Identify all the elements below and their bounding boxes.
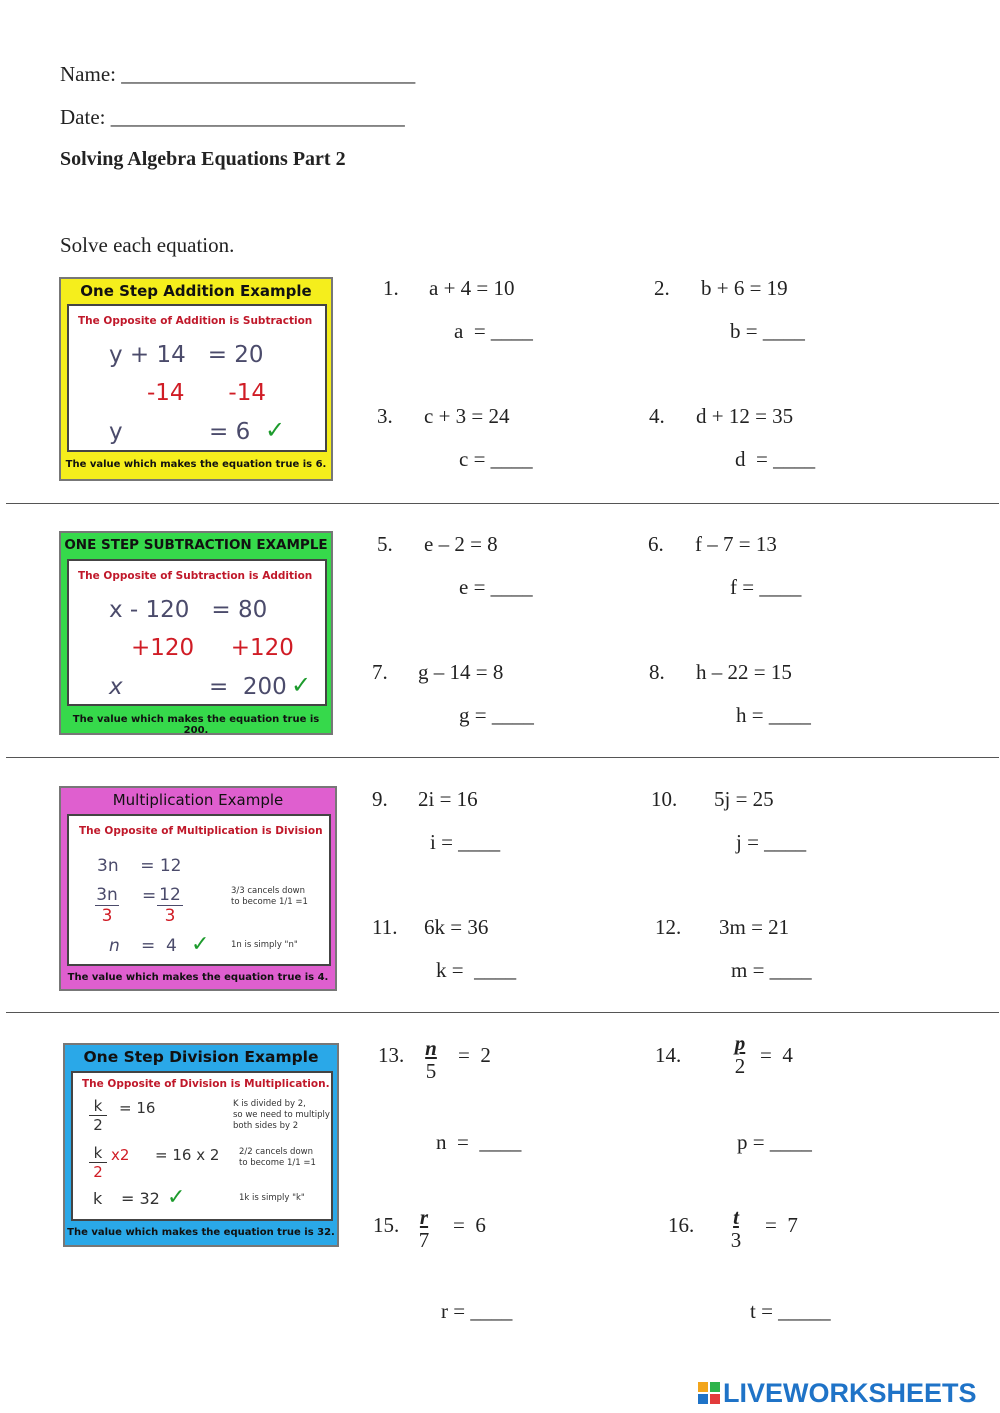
problem-equation: h – 22 = 15: [696, 660, 792, 684]
answer-blank[interactable]: e = ____: [459, 575, 533, 599]
subtraction-example-card: [59, 531, 333, 735]
answer-blank[interactable]: i = ____: [430, 830, 501, 854]
addition-rule: The Opposite of Addition is Subtraction: [78, 315, 313, 327]
problem-equation: 6k = 36: [424, 915, 489, 939]
division-example-card: [63, 1043, 339, 1247]
checkmark-icon: ✓: [291, 671, 312, 699]
worksheet-title: Solving Algebra Equations Part 2: [60, 148, 346, 170]
subtraction-example-heading: ONE STEP SUBTRACTION EXAMPLE: [64, 537, 328, 553]
problem-equation: f – 7 = 13: [695, 532, 777, 556]
multiplication-example-footer: The value which makes the equation true is 4.: [67, 972, 329, 983]
division-rule: The Opposite of Division is Multiplication.: [82, 1078, 330, 1090]
addition-example-heading: One Step Addition Example: [80, 282, 312, 300]
checkmark-icon: ✓: [167, 1185, 186, 1210]
problem-equation: 3m = 21: [719, 915, 790, 939]
division-example-footer: The value which makes the equation true is 32.: [67, 1227, 335, 1238]
subtraction-line-3-variable: x: [109, 674, 123, 700]
division-example-heading: One Step Division Example: [83, 1048, 319, 1066]
problem-number: 10.: [651, 787, 678, 811]
problem-number: 16.: [668, 1213, 695, 1237]
multiplication-example-heading: Multiplication Example: [112, 791, 284, 809]
division-line-3-value: = 32: [121, 1189, 160, 1208]
division-fraction-2: k 2: [89, 1144, 107, 1181]
division-fraction-1: k 2: [89, 1097, 107, 1134]
date-field-label: Date: ____________________________: [60, 105, 405, 129]
problem-number: 14.: [655, 1043, 682, 1067]
multiplication-fraction-right: 12 3: [157, 885, 183, 926]
multiplication-line-2-equals: =: [142, 886, 157, 906]
subtraction-example-footer: The value which makes the equation true is 200.: [72, 714, 320, 736]
problem-rhs: = 6: [453, 1213, 486, 1237]
addition-line-3-variable: y: [109, 419, 123, 445]
problem-number: 11.: [372, 915, 398, 939]
division-note-3: 1k is simply "k": [239, 1193, 305, 1203]
problem-number: 1.: [383, 276, 399, 300]
answer-blank[interactable]: m = ____: [731, 958, 812, 982]
division-line-3-variable: k: [93, 1189, 103, 1208]
problem-equation: d + 12 = 35: [696, 404, 794, 428]
liveworksheets-logo-text: LIVEWORKSHEETS: [723, 1377, 977, 1408]
instructions: Solve each equation.: [60, 233, 235, 257]
answer-blank[interactable]: c = ____: [459, 447, 533, 471]
division-note-1: K is divided by 2, so we need to multiply both sides by 2: [233, 1099, 330, 1131]
answer-blank[interactable]: b = ____: [730, 319, 805, 343]
problem-number: 8.: [649, 660, 665, 684]
problem-rhs: = 2: [458, 1043, 491, 1067]
division-line-2-rest: = 16 x 2: [155, 1146, 220, 1164]
problem-equation: 5j = 25: [714, 787, 774, 811]
addition-line-2: -14 -14: [147, 380, 266, 406]
division-line-2-multiplier: x2: [111, 1146, 130, 1164]
answer-blank[interactable]: d = ____: [735, 447, 816, 471]
multiplication-example-card: [59, 786, 337, 991]
addition-line-1: y + 14 = 20: [109, 342, 264, 368]
section-divider: [6, 503, 999, 504]
multiplication-note-1: 3/3 cancels down to become 1/1 =1: [231, 886, 308, 907]
multiplication-rule: The Opposite of Multiplication is Division: [79, 825, 323, 837]
answer-blank[interactable]: t = _____: [750, 1299, 831, 1323]
addition-line-3-value: = 6: [209, 419, 251, 445]
problem-fraction: $\frac{n}{5}$: [425, 1036, 437, 1083]
problem-equation: a + 4 = 10: [429, 276, 515, 300]
multiplication-line-1: 3n = 12: [97, 856, 182, 876]
problem-number: 6.: [648, 532, 664, 556]
checkmark-icon: ✓: [191, 932, 210, 957]
problem-number: 3.: [377, 404, 393, 428]
answer-blank[interactable]: p = ____: [737, 1130, 812, 1154]
multiplication-note-2: 1n is simply "n": [231, 940, 298, 950]
problem-number: 4.: [649, 404, 665, 428]
liveworksheets-logo: [698, 1376, 977, 1410]
section-divider: [6, 757, 999, 758]
problem-number: 2.: [654, 276, 670, 300]
answer-blank[interactable]: r = ____: [441, 1299, 513, 1323]
problem-number: 15.: [373, 1213, 400, 1237]
checkmark-icon: ✓: [265, 416, 286, 444]
subtraction-line-2: +120 +120: [131, 635, 294, 661]
subtraction-rule: The Opposite of Subtraction is Addition: [78, 570, 313, 582]
answer-blank[interactable]: a = ____: [454, 319, 533, 343]
problem-equation: c + 3 = 24: [424, 404, 510, 428]
answer-blank[interactable]: h = ____: [736, 703, 811, 727]
division-line-1-rest: = 16: [119, 1099, 156, 1117]
problem-rhs: = 7: [765, 1213, 798, 1237]
multiplication-line-3-variable: n: [109, 936, 120, 956]
subtraction-line-3-value: = 200: [209, 674, 287, 700]
addition-example-card: [59, 277, 333, 481]
problem-equation: e – 2 = 8: [424, 532, 498, 556]
answer-blank[interactable]: n = ____: [436, 1130, 522, 1154]
liveworksheets-logo-icon: [698, 1382, 720, 1404]
section-divider: [6, 1012, 999, 1013]
multiplication-fraction-left: 3n 3: [96, 885, 118, 926]
answer-blank[interactable]: k = ____: [436, 958, 517, 982]
problem-fraction: $\frac{p}{2}$: [734, 1031, 746, 1078]
division-note-2: 2/2 cancels down to become 1/1 =1: [239, 1147, 316, 1168]
answer-blank[interactable]: j = ____: [736, 830, 807, 854]
problem-rhs: = 4: [760, 1043, 793, 1067]
problem-equation: b + 6 = 19: [701, 276, 788, 300]
problem-number: 7.: [372, 660, 388, 684]
name-field-label: Name: ____________________________: [60, 62, 416, 86]
problem-fraction: $\frac{t}{3}$: [730, 1205, 742, 1252]
multiplication-line-3-value: = 4: [141, 936, 177, 956]
problem-fraction: $\frac{r}{7}$: [418, 1205, 430, 1252]
answer-blank[interactable]: g = ____: [459, 703, 534, 727]
problem-number: 12.: [655, 915, 682, 939]
problem-number: 9.: [372, 787, 388, 811]
subtraction-line-1: x - 120 = 80: [109, 597, 268, 623]
problem-equation: g – 14 = 8: [418, 660, 504, 684]
problem-number: 13.: [378, 1043, 405, 1067]
problem-equation: 2i = 16: [418, 787, 478, 811]
problem-number: 5.: [377, 532, 393, 556]
answer-blank[interactable]: f = ____: [730, 575, 802, 599]
addition-example-footer: The value which makes the equation true is 6.: [65, 459, 327, 470]
